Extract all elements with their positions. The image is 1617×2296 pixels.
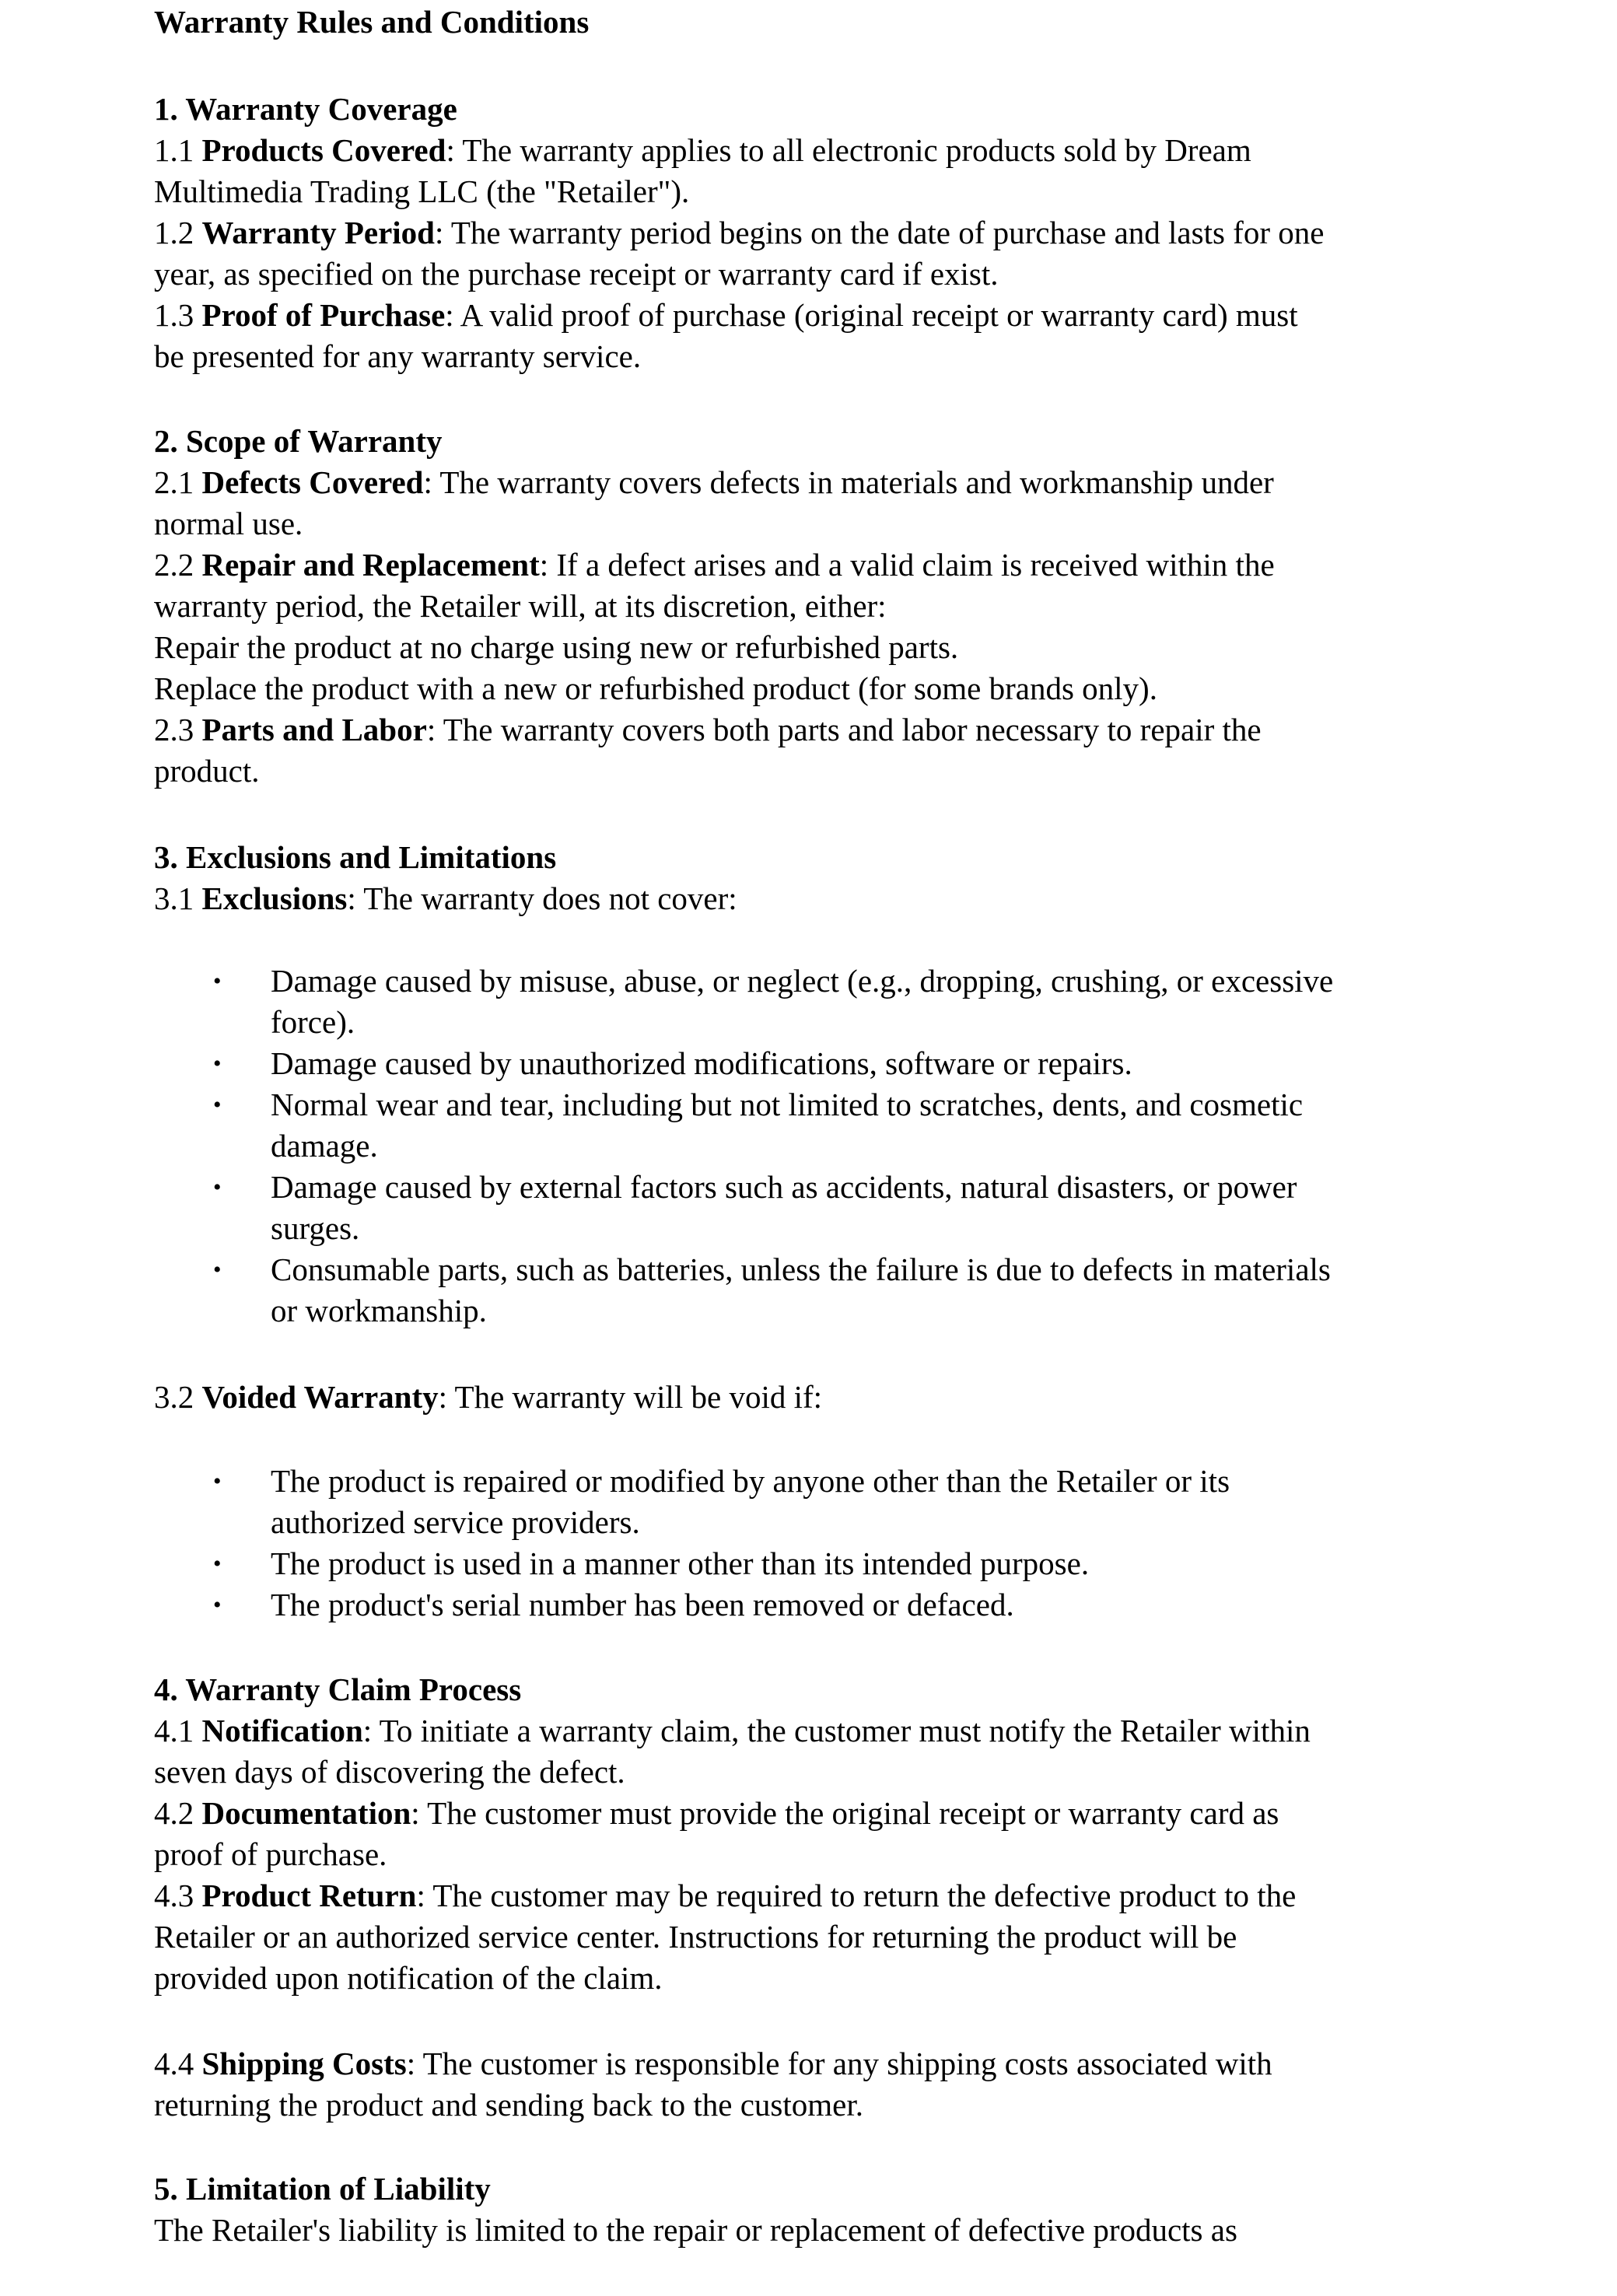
section-3	[154, 837, 1492, 919]
bullet-icon: •	[213, 968, 222, 994]
clause-4-1: 4.1 Notification: To initiate a warranty claim, the customer must notify the Retailer within	[154, 1713, 1311, 1748]
clause-4-4-cont: returning the product and sending back to the customer.	[154, 2087, 864, 2123]
list-item-text: The product's serial number has been removed or defaced.	[271, 1587, 1014, 1622]
void-conditions-list	[154, 1461, 1492, 1626]
clause-1-1-cont: Multimedia Trading LLC (the "Retailer").	[154, 173, 690, 209]
clause-4-1-cont: seven days of discovering the defect.	[154, 1754, 625, 1790]
clause-1-3: 1.3 Proof of Purchase: A valid proof of purchase (original receipt or warranty card) must	[154, 297, 1298, 333]
list-item	[154, 1543, 1492, 1584]
clause-3-2: 3.2 Voided Warranty: The warranty will be void if:	[154, 1379, 823, 1415]
section-1	[154, 89, 1492, 377]
list-item-text: Damage caused by misuse, abuse, or neglect (e.g., dropping, crushing, or excessive	[271, 963, 1334, 999]
clause-2-3-cont: product.	[154, 753, 260, 789]
section-heading: 1. Warranty Coverage	[154, 91, 457, 127]
list-item	[154, 1584, 1492, 1626]
clause-2-2: 2.2 Repair and Replacement: If a defect arises and a valid claim is received within the	[154, 547, 1275, 583]
clause-1-2: 1.2 Warranty Period: The warranty period begins on the date of purchase and lasts for one	[154, 215, 1325, 250]
clause-2-1: 2.1 Defects Covered: The warranty covers defects in materials and workmanship under	[154, 464, 1274, 500]
clause-2-2-cont: warranty period, the Retailer will, at its discretion, either:	[154, 588, 887, 624]
list-item-text: damage.	[271, 1128, 378, 1164]
replace-option: Replace the product with a new or refurbished product (for some brands only).	[154, 670, 1157, 706]
list-item-text: Damage caused by unauthorized modifications, software or repairs.	[271, 1045, 1132, 1081]
list-item	[154, 1043, 1492, 1084]
bullet-icon: •	[213, 1468, 222, 1494]
list-item-text: The product is repaired or modified by anyone other than the Retailer or its	[271, 1463, 1230, 1499]
document-title: Warranty Rules and Conditions	[154, 4, 590, 40]
list-item	[154, 1084, 1492, 1167]
clause-4-2-cont: proof of purchase.	[154, 1836, 387, 1872]
list-item-text: or workmanship.	[271, 1293, 487, 1328]
list-item-text: Normal wear and tear, including but not limited to scratches, dents, and cosmetic	[271, 1087, 1304, 1122]
bullet-icon: •	[213, 1257, 222, 1283]
section-2	[154, 421, 1492, 792]
section-3-2	[154, 1377, 1492, 1418]
repair-option: Repair the product at no charge using new or refurbished parts.	[154, 629, 959, 665]
section-heading: 4. Warranty Claim Process	[154, 1671, 522, 1707]
liability-text: The Retailer's liability is limited to the repair or replacement of defective products as	[154, 2212, 1237, 2248]
list-item-text: force).	[271, 1004, 355, 1040]
bullet-icon: •	[213, 1174, 222, 1200]
clause-1-2-cont: year, as specified on the purchase receipt or warranty card if exist.	[154, 256, 999, 292]
list-item	[154, 1249, 1492, 1332]
list-item-text: surges.	[271, 1210, 360, 1246]
clause-4-2: 4.2 Documentation: The customer must provide the original receipt or warranty card as	[154, 1795, 1279, 1831]
clause-1-1: 1.1 Products Covered: The warranty applies to all electronic products sold by Dream	[154, 132, 1251, 168]
list-item	[154, 1167, 1492, 1249]
exclusions-list	[154, 961, 1492, 1332]
list-item	[154, 1461, 1492, 1543]
bullet-icon: •	[213, 1051, 222, 1076]
clause-2-1-cont: normal use.	[154, 506, 303, 541]
bullet-icon: •	[213, 1092, 222, 1118]
section-4	[154, 1669, 1492, 1999]
bullet-icon: •	[213, 1592, 222, 1618]
clause-4-3-cont: provided upon notification of the claim.	[154, 1960, 663, 1996]
clause-2-3: 2.3 Parts and Labor: The warranty covers both parts and labor necessary to repair the	[154, 712, 1262, 747]
list-item-text: authorized service providers.	[271, 1504, 640, 1540]
list-item-text: Consumable parts, such as batteries, unless the failure is due to defects in materials	[271, 1251, 1331, 1287]
section-heading: 5. Limitation of Liability	[154, 2171, 491, 2207]
section-heading: 2. Scope of Warranty	[154, 423, 443, 459]
section-heading: 3. Exclusions and Limitations	[154, 839, 557, 875]
clause-4-3-cont: Retailer or an authorized service center. Instructions for returning the product will be	[154, 1919, 1237, 1955]
section-5	[154, 2168, 1492, 2251]
clause-1-3-cont: be presented for any warranty service.	[154, 338, 642, 374]
section-4-4	[154, 2043, 1492, 2126]
clause-3-1: 3.1 Exclusions: The warranty does not cover:	[154, 880, 737, 916]
list-item-text: Damage caused by external factors such as accidents, natural disasters, or power	[271, 1169, 1297, 1205]
list-item-text: The product is used in a manner other than its intended purpose.	[271, 1545, 1090, 1581]
clause-4-3: 4.3 Product Return: The customer may be required to return the defective product to the	[154, 1878, 1297, 1913]
bullet-icon: •	[213, 1551, 222, 1577]
list-item	[154, 961, 1492, 1043]
clause-4-4: 4.4 Shipping Costs: The customer is responsible for any shipping costs associated with	[154, 2046, 1272, 2081]
